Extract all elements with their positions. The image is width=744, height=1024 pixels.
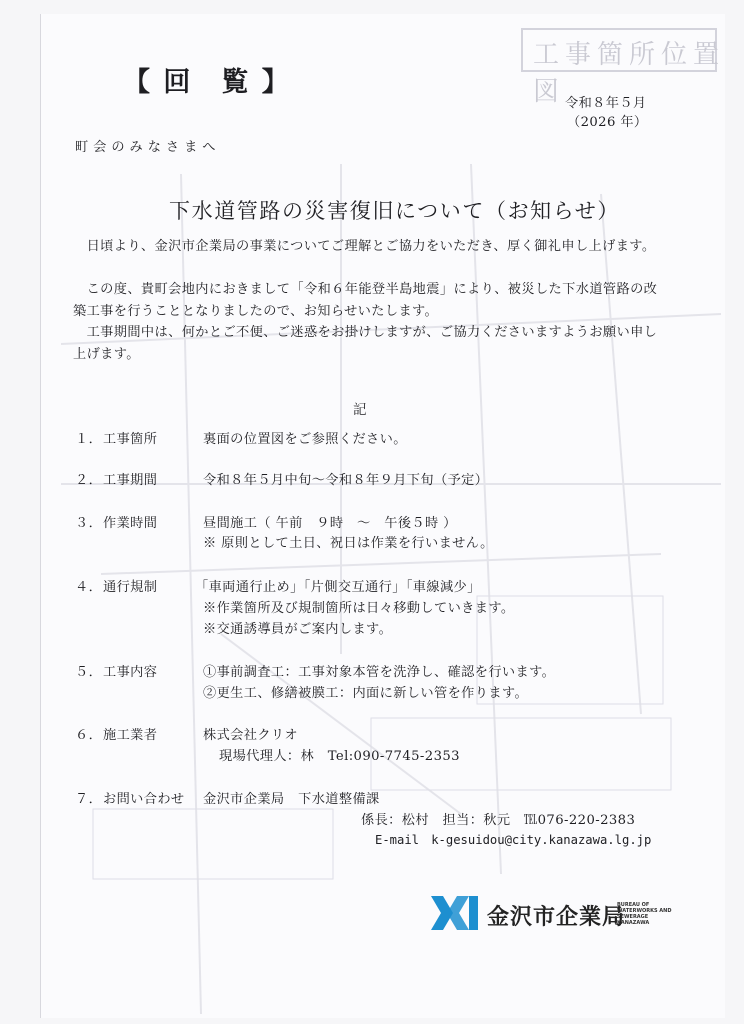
item-3-note: ※ 原則として土日、祝日は作業を行いません。 (203, 536, 494, 551)
item-4-label: 通行規制 (103, 580, 158, 595)
item-6-site-agent: 現場代理人：林 Tel:090-7745-2353 (219, 749, 460, 764)
item-5-value-2: ②更生工、修繕被膜工：内面に新しい管を作ります。 (203, 686, 529, 701)
body-paragraph-2: この度、貴町会地内におきまして「令和６年能登半島地震」により、被災した下水道管路の改築工事を行うこととなりましたので、お知らせいたします。 (73, 282, 658, 319)
item-4-number: ４． (75, 580, 103, 595)
item-6-label: 施工業者 (103, 728, 158, 743)
item-2-label: 工事期間 (103, 473, 158, 488)
bureau-logo (429, 894, 689, 936)
body-paragraph-3: 工事期間中は、何かとご不便、ご迷惑をお掛けしますが、ご協力くださいますようお願い申し上げます。 (73, 325, 658, 362)
body-paragraph-1: 日頃より、金沢市企業局の事業についてご理解とご協力をいただき、厚く御礼申し上げます。 (73, 239, 656, 254)
item-3-value: 昼間施工（ 午前 ９時 ～ 午後５時 ） (203, 516, 457, 531)
ki-heading: 記 (353, 402, 367, 418)
item-5-number: ５． (75, 665, 103, 680)
date-seireki: （2026 年） (567, 115, 648, 130)
item-2-value: 令和８年５月中旬～令和８年９月下旬（予定） (203, 473, 489, 488)
item-5-value-1: ①事前調査工：工事対象本管を洗浄し、確認を行います。 (203, 665, 556, 680)
item-7-label: お問い合わせ (103, 792, 185, 807)
contact-email: E-mail k-gesuidou@city.kanazawa.lg.jp (375, 833, 652, 847)
bureau-name-english: BUREAU OF WATERWORKS AND SEWERAGE KANAZAWA (617, 902, 672, 926)
bureau-name: 金沢市企業局 (487, 905, 626, 930)
item-7-value: 金沢市企業局 下水道整備課 (203, 792, 380, 807)
item-4-value: 「車両通行止め」「片側交互通行」「車線減少」 (195, 580, 481, 595)
notice-title: 下水道管路の災害復旧について（お知らせ） (169, 199, 620, 223)
document-sheet (40, 14, 725, 1018)
addressee: 町 会 の み な さ ま へ (75, 140, 216, 155)
kairan-label: 【 回 覧 】 (123, 67, 291, 98)
item-5-label: 工事内容 (103, 665, 158, 680)
item-6-number: ６． (75, 728, 103, 743)
item-1-number: １． (75, 432, 103, 447)
date-wareki: 令和８年５月 (565, 96, 647, 111)
kanazawa-bureau-logo-icon (429, 894, 481, 936)
item-7-number: ７． (75, 792, 103, 807)
item-2-number: ２． (75, 473, 103, 488)
item-4-note-1: ※作業箇所及び規制箇所は日々移動していきます。 (203, 601, 515, 616)
item-1-value: 裏面の位置図をご参照ください。 (203, 432, 407, 447)
item-3-label: 作業時間 (103, 516, 158, 531)
item-1-label: 工事箇所 (103, 432, 158, 447)
item-4-note-2: ※交通誘導員がご案内します。 (203, 622, 393, 637)
background-map-title: 工事箇所位置図 (533, 40, 726, 107)
item-6-company: 株式会社クリオ (203, 728, 298, 743)
contact-line-1: 係長：松村 担当：秋元 ℡076-220-2383 (361, 813, 636, 828)
item-3-number: ３． (75, 516, 103, 531)
